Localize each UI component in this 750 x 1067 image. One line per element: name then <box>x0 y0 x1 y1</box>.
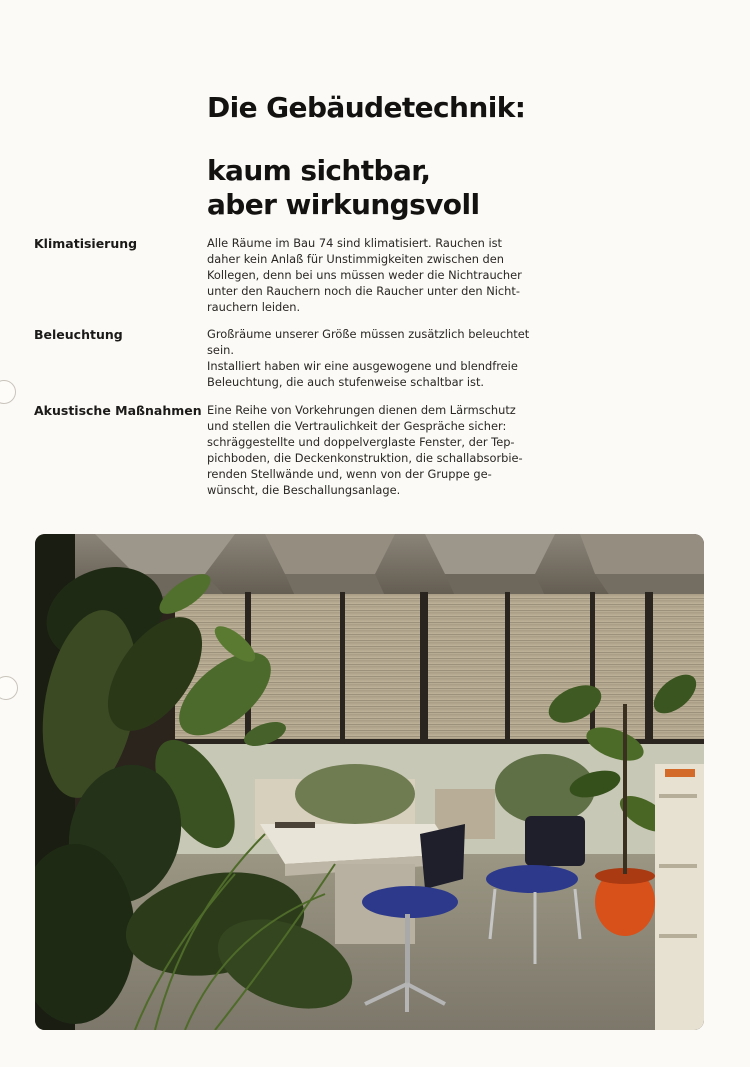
text-line: pichboden, die Deckenkonstruktion, die schallabsorbie- <box>207 451 523 465</box>
subtitle-line: kaum sichtbar, <box>207 154 431 187</box>
text-line: Eine Reihe von Vorkehrungen dienen dem Lärmschutz <box>207 403 516 417</box>
punch-hole-top <box>0 380 16 404</box>
text-line: Installiert haben wir eine ausgewogene und blendfreie <box>207 359 518 373</box>
cabinet-shelf <box>655 764 704 1030</box>
text-line: sein. <box>207 343 234 357</box>
section-text-beleuchtung <box>207 326 533 390</box>
section-heading-beleuchtung: Beleuchtung <box>34 327 123 342</box>
text-line: Alle Räume im Bau 74 sind klimatisiert. Rauchen ist <box>207 236 503 250</box>
section-heading-akustik: Akustische Maßnahmen <box>34 403 202 418</box>
section-text-akustik <box>207 402 533 498</box>
planter <box>595 868 655 936</box>
text-line: Großräume unserer Größe müssen zusätzlich beleuchtet <box>207 327 530 341</box>
section-text-klimatisierung <box>207 235 533 315</box>
text-line: Kollegen, denn bei uns müssen weder die Nichtraucher <box>207 268 522 282</box>
office-photo <box>35 534 704 1030</box>
text-line: und stellen die Vertraulichkeit der Gespräche sicher: <box>207 419 507 433</box>
text-line: wünscht, die Beschallungsanlage. <box>207 483 401 497</box>
text-line: renden Stellwände und, wenn von der Gruppe ge- <box>207 467 492 481</box>
section-heading-klimatisierung: Klimatisierung <box>34 236 138 251</box>
text-line: schräggestellte und doppelverglaste Fenster, der Tep- <box>207 435 515 449</box>
text-line: Beleuchtung, die auch stufenweise schaltbar ist. <box>207 375 485 389</box>
subtitle-line: aber wirkungsvoll <box>207 188 480 221</box>
text-line: rauchern leiden. <box>207 300 301 314</box>
punch-hole-bottom <box>0 676 18 700</box>
text-line: unter den Rauchern noch die Raucher unter den Nicht- <box>207 284 520 298</box>
page-title: Die Gebäudetechnik: <box>207 91 526 124</box>
text-line: daher kein Anlaß für Unstimmigkeiten zwischen den <box>207 252 504 266</box>
page-subtitle <box>207 154 479 222</box>
